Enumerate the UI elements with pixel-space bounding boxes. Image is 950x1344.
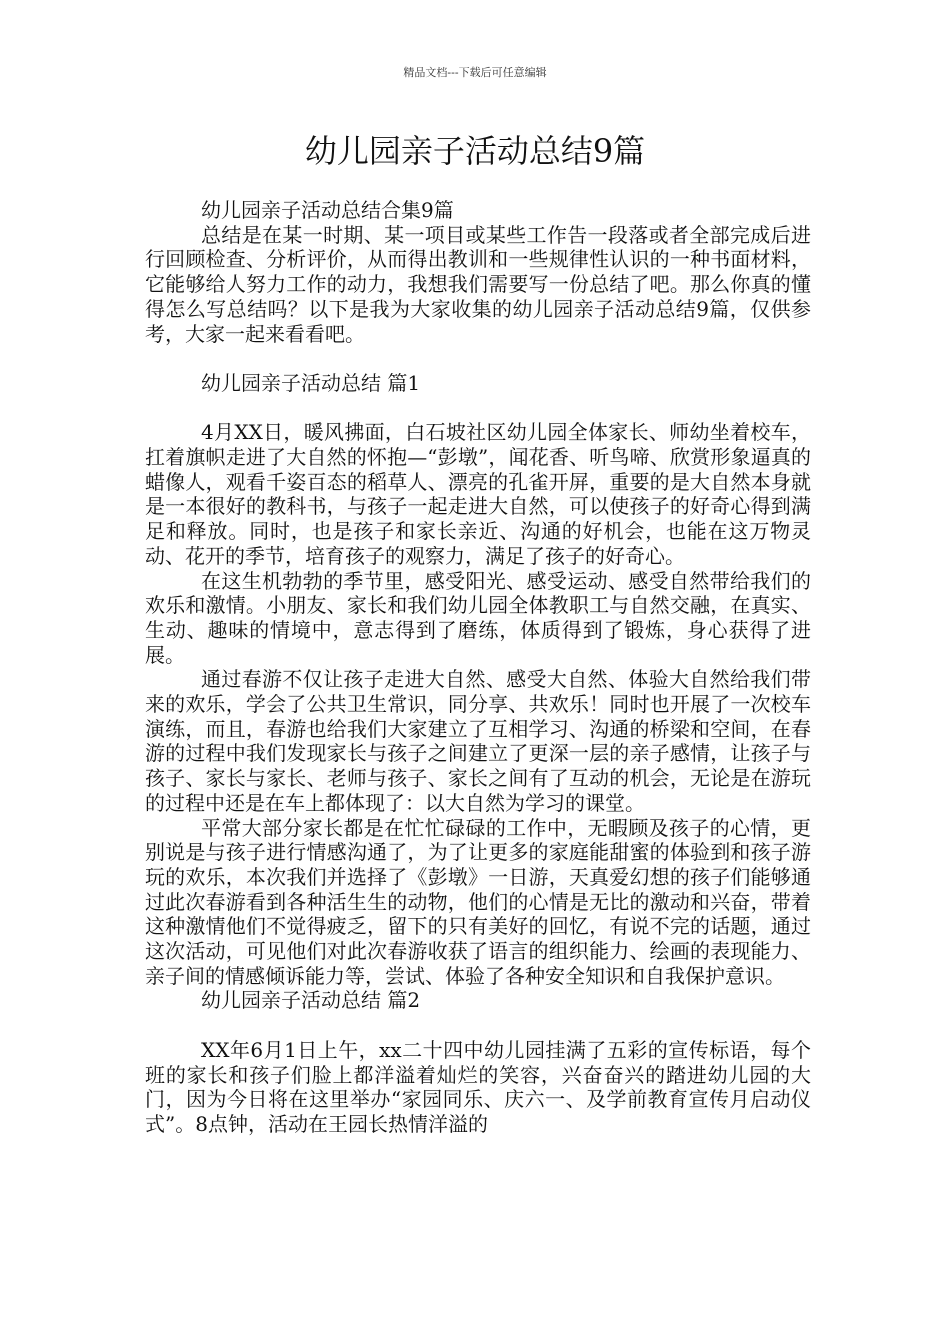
intro-paragraph: 总结是在某一时期、某一项目或某些工作告一段落或者全部完成后进行回顾检查、分析评价，从而得出教训和一些规律性认识的一种书面材料，它能够给人努力工作的动力，我想我们需要写一份总结了吧。那么你真的懂得怎么写总结吗？以下是我为大家收集的幼儿园亲子活动总结9篇，仅供参考，大家一起来看看吧。 — [145, 222, 811, 346]
spacer — [145, 396, 811, 421]
section1-paragraph-2: 在这生机勃勃的季节里，感受阳光、感受运动、感受自然带给我们的欢乐和激情。小朋友、家长和我们幼儿园全体教职工与自然交融，在真实、生动、趣味的情境中，意志得到了磨练，体质得到了锻炼，身心获得了进展。 — [145, 568, 811, 667]
spacer — [145, 1013, 811, 1038]
section1-paragraph-4: 平常大部分家长都是在忙忙碌碌的工作中，无暇顾及孩子的心情，更别说是与孩子进行情感沟通了，为了让更多的家庭能甜蜜的体验到和孩子游玩的欢乐，本次我们并选择了《彭墩》一日游，天真爱幻想的孩子们能够通过此次春游看到各种活生生的动物，他们的心情是无比的激动和兴奋，带着这种激情他们不觉得疲乏，留下的只有美好的回忆，有说不完的话题，通过这次活动，可见他们对此次春游收获了语言的组织能力、绘画的表现能力、亲子间的情感倾诉能力等，尝试、体验了各种安全知识和自我保护意识。 — [145, 815, 811, 988]
document-subtitle: 幼儿园亲子活动总结合集9篇 — [201, 198, 454, 222]
document-body — [145, 198, 811, 1137]
section1-paragraph-1: 4月XX日，暖风拂面，白石坡社区幼儿园全体家长、师幼坐着校车，扛着旗帜走进了大自然的怀抱—“彭墩”，闻花香、听鸟啼、欣赏形象逼真的蜡像人，观看千姿百态的稻草人、漂亮的孔雀开屏，重要的是大自然本身就是一本很好的教科书，与孩子一起走进大自然，可以使孩子的好奇心得到满足和释放。同时，也是孩子和家长亲近、沟通的好机会，也能在这万物灵动、花开的季节，培育孩子的观察力，满足了孩子的好奇心。 — [145, 420, 811, 568]
header-note: 精品文档---下载后可任意编辑 — [403, 66, 547, 79]
section-heading-2: 幼儿园亲子活动总结 篇2 — [201, 988, 421, 1013]
spacer — [145, 346, 811, 371]
document-title: 幼儿园亲子活动总结9篇 — [304, 132, 646, 170]
section-heading-1: 幼儿园亲子活动总结 篇1 — [201, 370, 421, 395]
section1-paragraph-3: 通过春游不仅让孩子走进大自然、感受大自然、体验大自然给我们带来的欢乐，学会了公共卫生常识，同分享、共欢乐！同时也开展了一次校车演练，而且，春游也给我们大家建立了互相学习、沟通的桥梁和空间，在春游的过程中我们发现家长与孩子之间建立了更深一层的亲子感情，让孩子与孩子、家长与家长、老师与孩子、家长之间有了互动的机会，无论是在游玩的过程中还是在车上都体现了：以大自然为学习的课堂。 — [145, 667, 811, 815]
section2-paragraph-1: XX年6月1日上午，xx二十四中幼儿园挂满了五彩的宣传标语，每个班的家长和孩子们脸上都洋溢着灿烂的笑容，兴奋奋兴的踏进幼儿园的大门，因为今日将在这里举办“家园同乐、庆六一、及学前教育宣传月启动仪式”。8点钟，活动在王园长热情洋溢的 — [145, 1037, 811, 1136]
